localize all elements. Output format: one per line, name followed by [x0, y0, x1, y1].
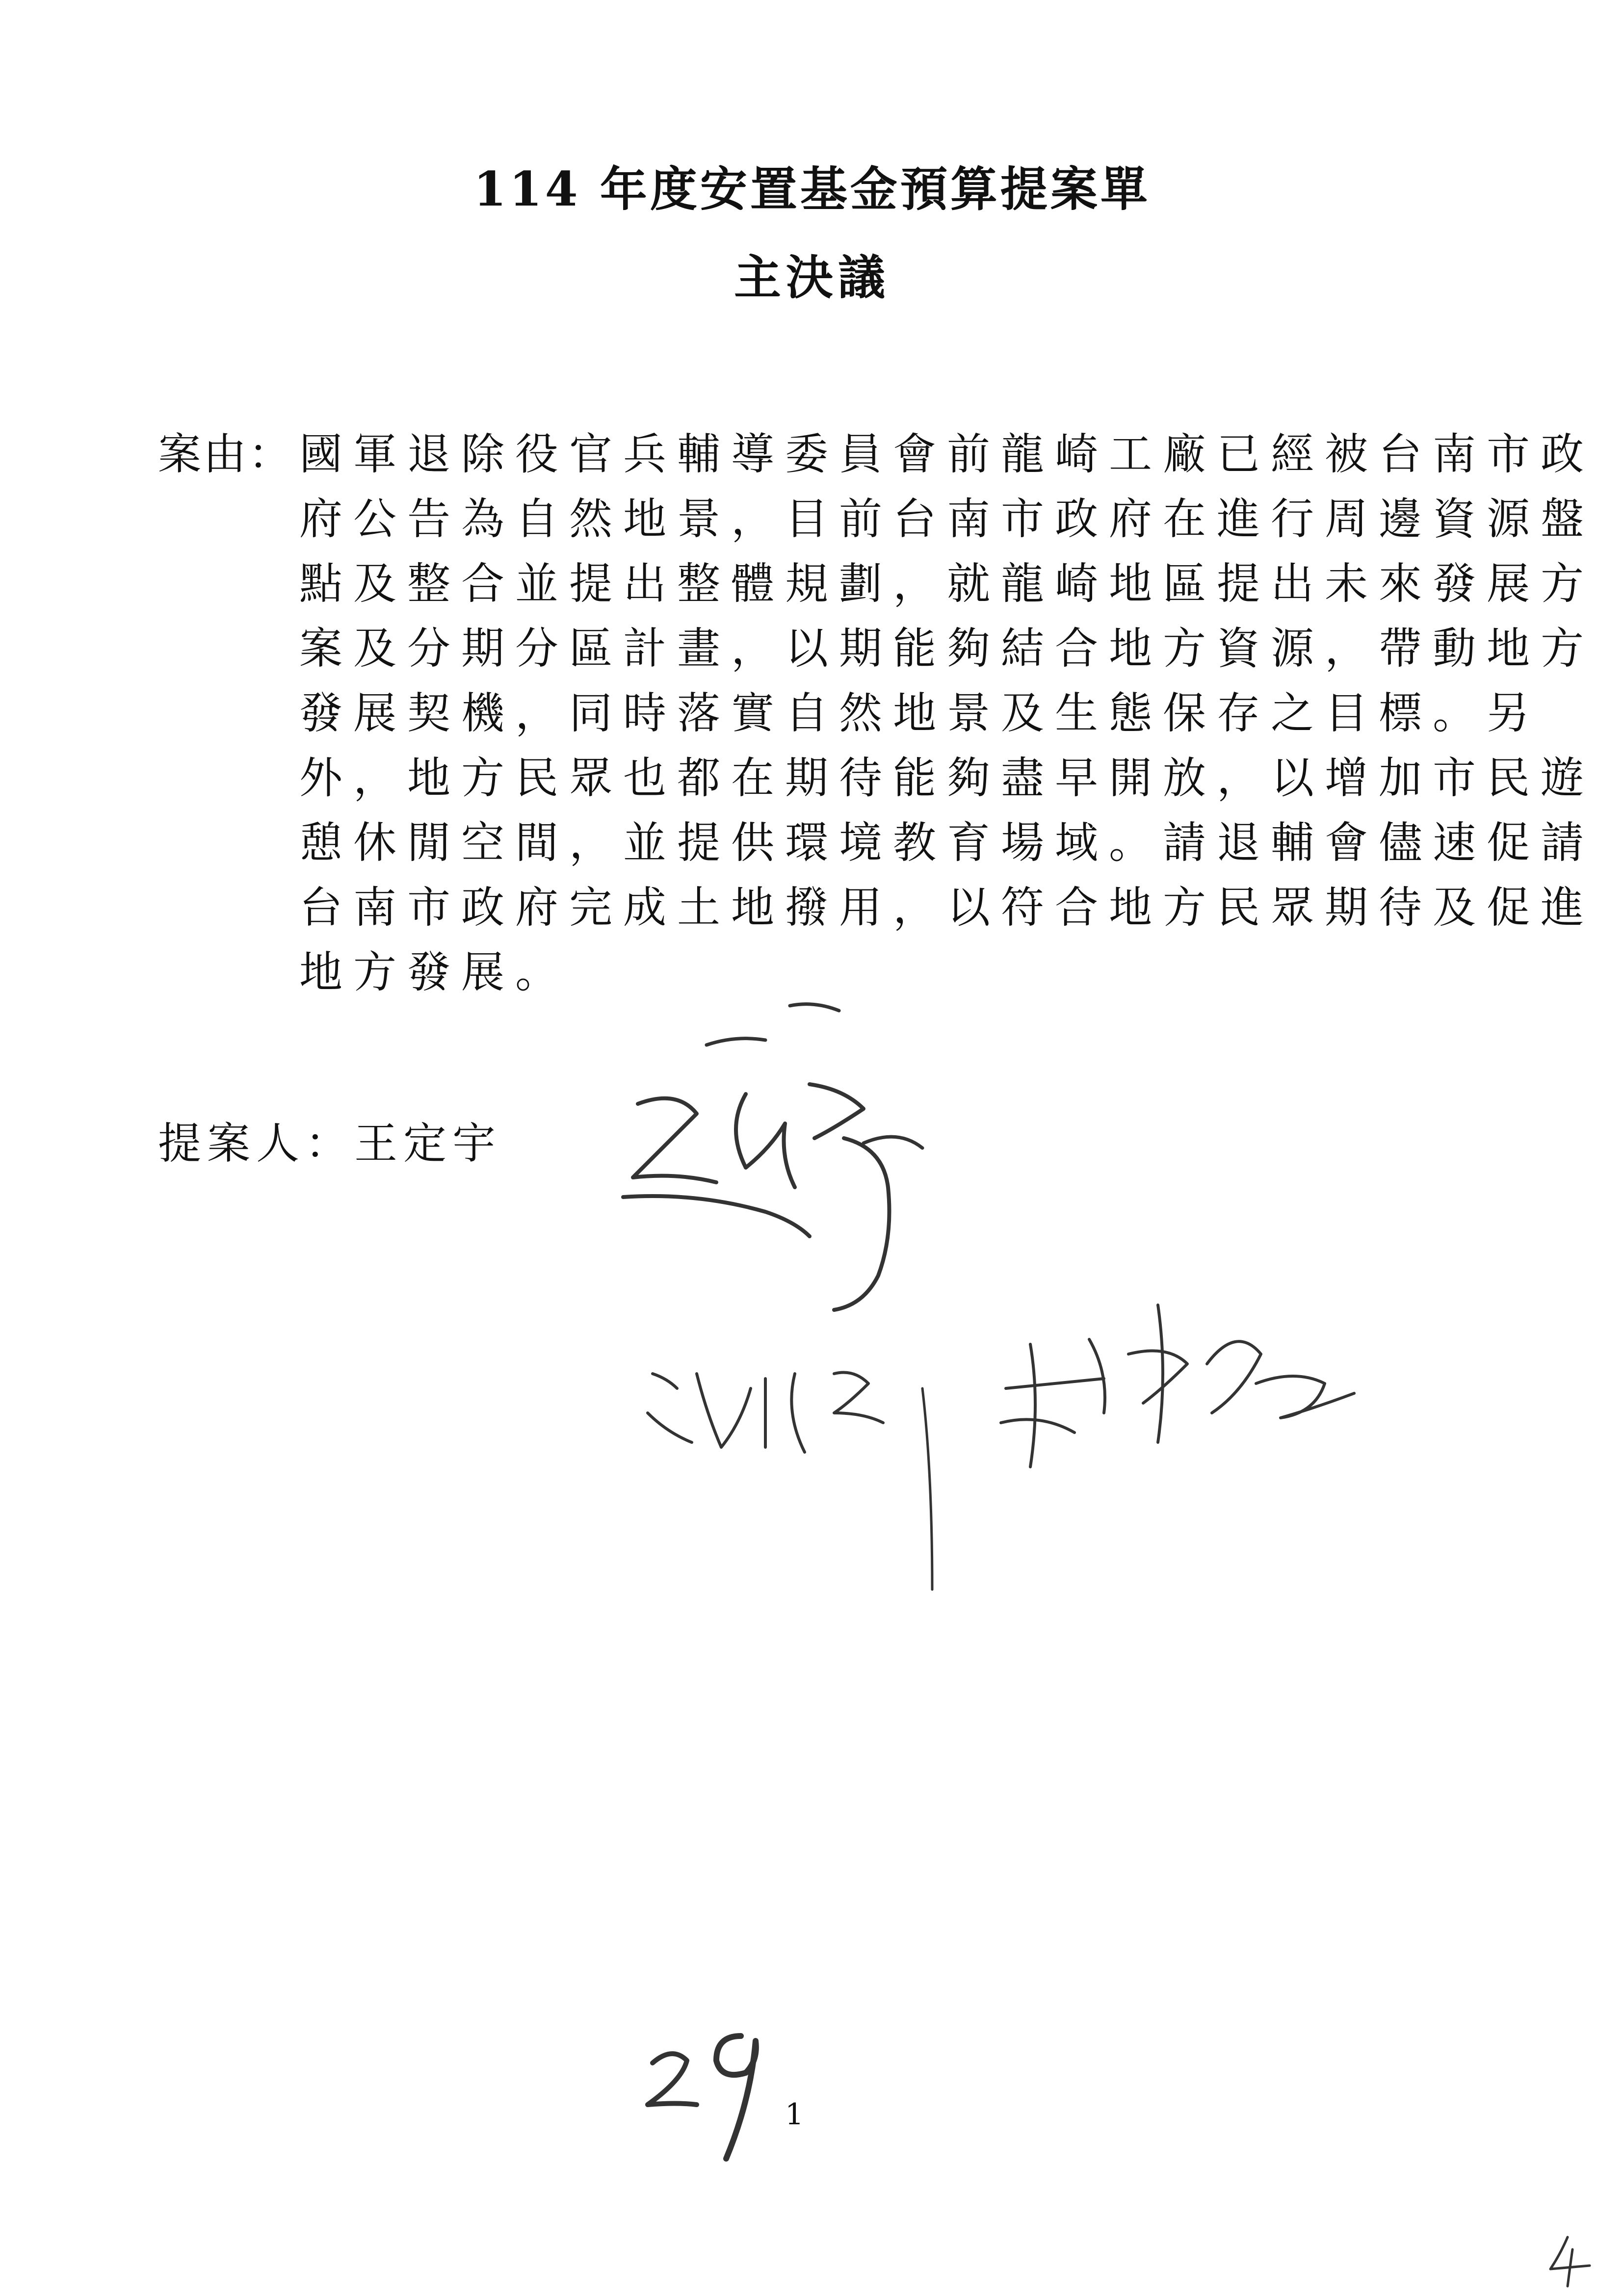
proposer-line [158, 1111, 501, 1176]
case-line: 台南市政府完成土地撥用，以符合地方民眾期待及促進 [299, 882, 1595, 933]
case-line: 發展契機，同時落實自然地景及生態保存之目標。另 [299, 688, 1541, 738]
case-line: 憩休閒空間，並提供環境教育場域。請退輔會儘速促請 [299, 817, 1595, 868]
case-line: 點及整合並提出整體規劃，就龍崎地區提出未來發展方 [299, 558, 1595, 609]
handwritten-corner-number [1550, 2237, 1590, 2286]
case-line: 地方發展。 [299, 947, 570, 997]
case-label: 案由： [158, 429, 294, 479]
document-subtitle: 主決議 [734, 250, 890, 305]
document-title: 114 年度安置基金預算提案單 [473, 161, 1151, 217]
case-line: 外，地方民眾也都在期待能夠盡早開放，以增加市民遊 [299, 753, 1595, 803]
handwritten-signature-1 [623, 1004, 922, 1310]
handwritten-page-number [648, 2036, 756, 2159]
handwritten-signature-2 [648, 1373, 932, 1590]
case-line: 案及分期分區計畫，以期能夠結合地方資源，帶動地方 [299, 623, 1595, 674]
proposer-label: 提案人： [158, 1118, 355, 1169]
page-number: 1 [785, 2097, 804, 2132]
case-body [299, 422, 1595, 1005]
case-line: 國軍退除役官兵輔導委員會前龍崎工廠已經被台南市政 [299, 429, 1595, 479]
case-line: 府公告為自然地景，目前台南市政府在進行周邊資源盤 [299, 494, 1595, 544]
proposer-name: 王定宇 [354, 1118, 502, 1169]
handwritten-signature-3 [1001, 1305, 1354, 1467]
